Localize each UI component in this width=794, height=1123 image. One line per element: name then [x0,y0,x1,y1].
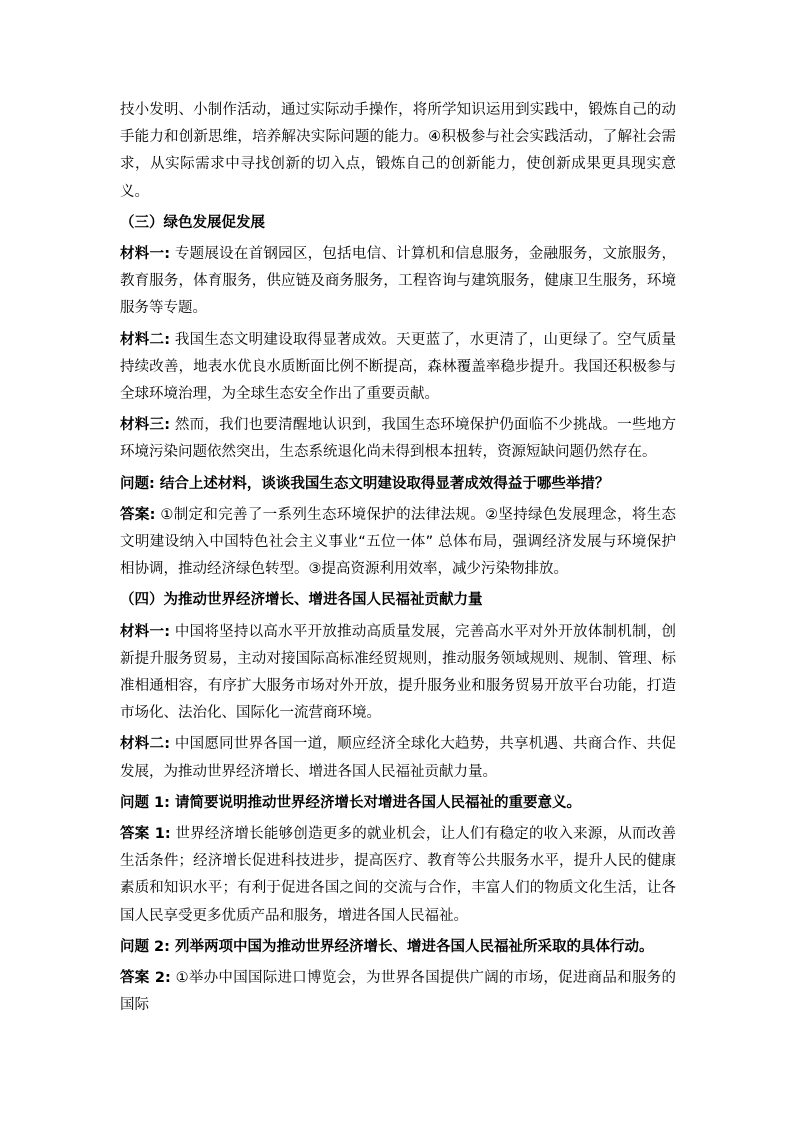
material-1-paragraph [120,619,676,728]
answer-label: 答案 2: [120,970,171,987]
question-paragraph [120,471,676,498]
answer-1-paragraph [120,821,676,930]
material-text: 专题展设在首钢园区，包括电信、计算机和信息服务，金融服务，文旅服务，教育服务，体育服务，供应链及商务服务，工程咨询与建筑服务，健康卫生服务，环境服务等专题。 [120,246,676,317]
material-label: 材料二: [120,331,171,348]
material-text: 中国愿同世界各国一道，顺应经济全球化大趋势，共享机遇、共商合作、共促发展，为推动世界经济增长、增进各国人民福祉贡献力量。 [120,736,676,780]
paragraph-text: 技小发明、小制作活动，通过实际动手操作，将所学知识运用到实践中，锻炼自己的动手能力和创新思维，培养解决实际问题的能力。④积极参与社会实践活动，了解社会需求，从实际需求中寻找创新的切入点，锻炼自己的创新能力，使创新成果更具现实意义。 [120,102,676,200]
material-label: 材料一: [120,623,171,640]
question-text: 结合上述材料，谈谈我国生态文明建设取得显著成效得益于哪些举措？ [154,475,610,492]
material-text: 然而，我们也要清醒地认识到，我国生态环境保护仍面临不少挑战。一些地方环境污染问题依然突出，生态系统退化尚未得到根本扭转，资源短缺问题仍然存在。 [120,417,676,461]
answer-2-paragraph [120,965,676,1019]
section-heading-green-development [120,210,676,237]
material-label: 材料二: [120,736,171,753]
material-2-paragraph [120,731,676,785]
section-heading-world-economy [120,587,676,614]
material-1-paragraph [120,241,676,323]
section-heading-text: （三）绿色发展促发展 [120,214,265,231]
material-text: 我国生态文明建设取得显著成效。天更蓝了，水更清了，山更绿了。空气质量持续改善，地表水优良水质断面比例不断提高，森林覆盖率稳步提升。我国还积极参与全球环境治理，为全球生态安全作出了重要贡献。 [120,331,676,403]
question-label: 问题 2: [120,938,170,955]
question-text: 列举两项中国为推动世界经济增长、增进各国人民福祉所采取的具体行动。 [169,938,654,955]
material-3-paragraph [120,412,676,466]
question-2-paragraph [120,934,676,961]
answer-label: 答案: [120,506,156,523]
question-label: 问题 1: [120,794,170,811]
answer-text: 世界经济增长能够创造更多的就业机会，让人们有稳定的收入来源，从而改善生活条件；经济增长促进科技进步，提高医疗、教育等公共服务水平，提升人民的健康素质和知识水平；有利于促进各国之间的交流与合作，丰富人们的物质文化生活，让各国人民享受更多优质产品和服务，增进各国人民福祉。 [120,826,676,924]
continuation-paragraph [120,97,676,206]
material-label: 材料三: [120,417,171,434]
answer-text: ①举办中国国际进口博览会，为世界各国提供广阔的市场，促进商品和服务的国际 [120,970,677,1014]
document-page [120,97,676,1024]
section-heading-text: （四）为推动世界经济增长、增进各国人民福祉贡献力量 [120,592,483,609]
material-2-paragraph [120,327,676,409]
answer-paragraph [120,502,676,584]
material-label: 材料一: [120,246,171,263]
answer-label: 答案 1: [120,826,171,843]
question-text: 请简要说明推动世界经济增长对增进各国人民福祉的重要意义。 [169,794,581,811]
question-1-paragraph [120,790,676,817]
question-label: 问题: [120,475,155,492]
answer-text: ①制定和完善了一系列生态环境保护的法律法规。②坚持绿色发展理念，将生态文明建设纳入中国特色社会主义事业“五位一体” 总体布局，强调经济发展与环境保护相协调，推动经济绿色转型。③提高资源利用效率，减少污染物排放。 [120,506,676,578]
material-text: 中国将坚持以高水平开放推动高质量发展，完善高水平对外开放体制机制，创新提升服务贸易，主动对接国际高标准经贸规则，推动服务领域规则、规制、管理、标准相通相容，有序扩大服务市场对外开放，提升服务业和服务贸易开放平台功能，打造市场化、法治化、国际化一流营商环境。 [120,623,676,722]
